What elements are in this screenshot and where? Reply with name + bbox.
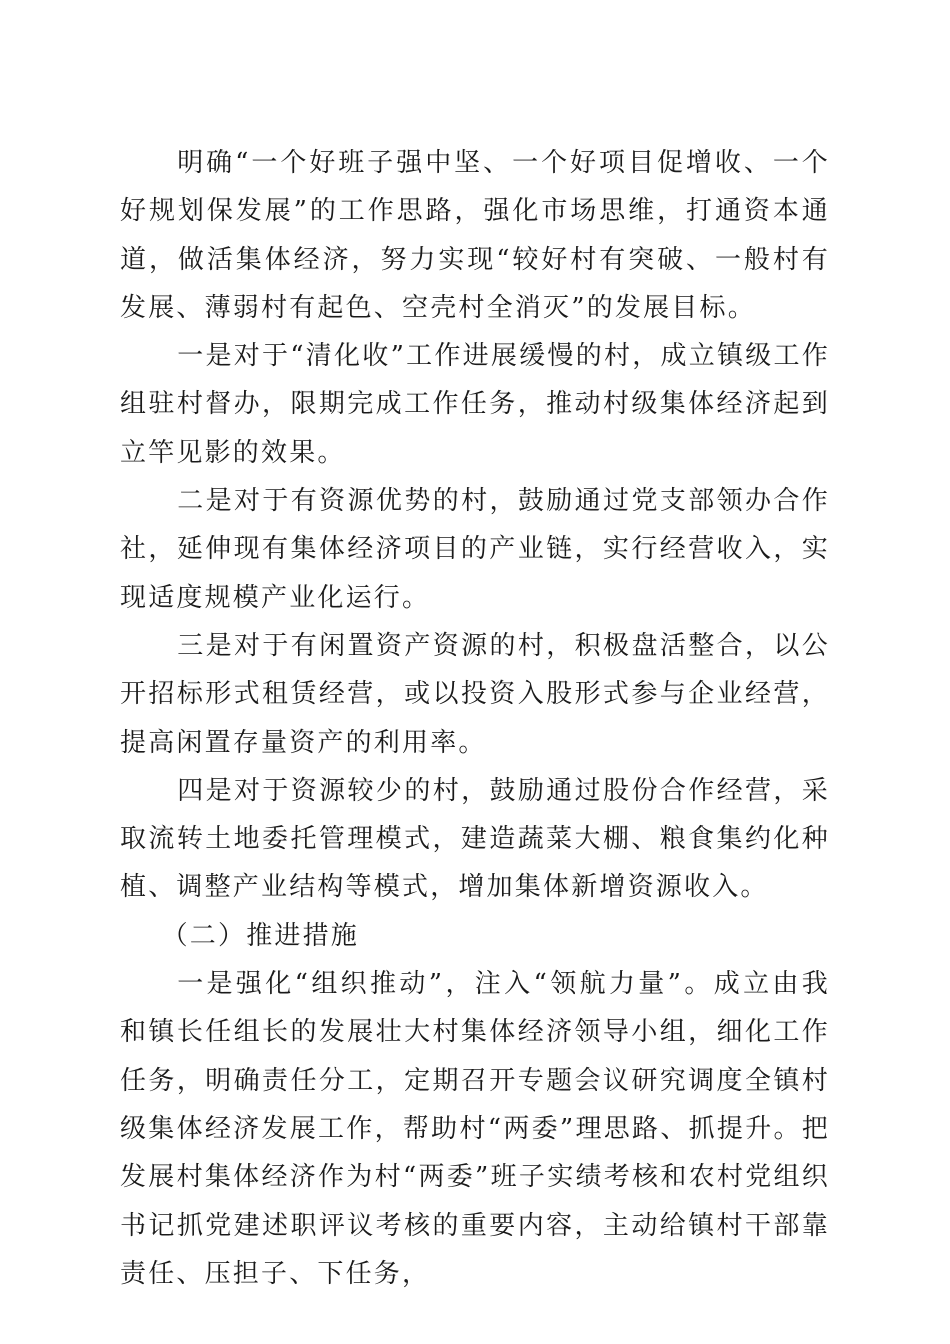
- paragraph-measure-1: 一是强化“组织推动”，注入“领航力量”。成立由我和镇长任组长的发展壮大村集体经济领导小组，细化工作任务，明确责任分工，定期召开专题会议研究调度全镇村级集体经济发展工作，帮助村“两委”理思路、抓提升。把发展村集体经济作为村“两委”班子实绩考核和农村党组织书记抓党建述职评议考核的重要内容，主动给镇村干部靠责任、压担子、下任务，: [120, 969, 830, 1289]
- paragraph-point-3: 三是对于有闲置资产资源的村，积极盘活整合，以公开招标形式租赁经营，或以投资入股形式参与企业经营，提高闲置存量资产的利用率。: [120, 630, 830, 758]
- paragraph-goals: 明确“一个好班子强中坚、一个好项目促增收、一个好规划保发展”的工作思路，强化市场思维，打通资本通道，做活集体经济，努力实现“较好村有突破、一般村有发展、薄弱村有起色、空壳村全消灭”的发展目标。: [120, 148, 830, 323]
- paragraph-point-1: 一是对于“清化收”工作进展缓慢的村，成立镇级工作组驻村督办，限期完成工作任务，推动村级集体经济起到立竿见影的效果。: [120, 341, 830, 468]
- section-heading: （二）推进措施: [161, 920, 359, 951]
- paragraph-point-2: 二是对于有资源优势的村，鼓励通过党支部领办合作社，延伸现有集体经济项目的产业链，实行经营收入，实现适度规模产业化运行。: [120, 486, 830, 613]
- document-body: [120, 139, 830, 1298]
- paragraph-point-4: 四是对于资源较少的村，鼓励通过股份合作经营，采取流转土地委托管理模式，建造蔬菜大棚、粮食集约化种植、调整产业结构等模式，增加集体新增资源收入。: [120, 775, 830, 903]
